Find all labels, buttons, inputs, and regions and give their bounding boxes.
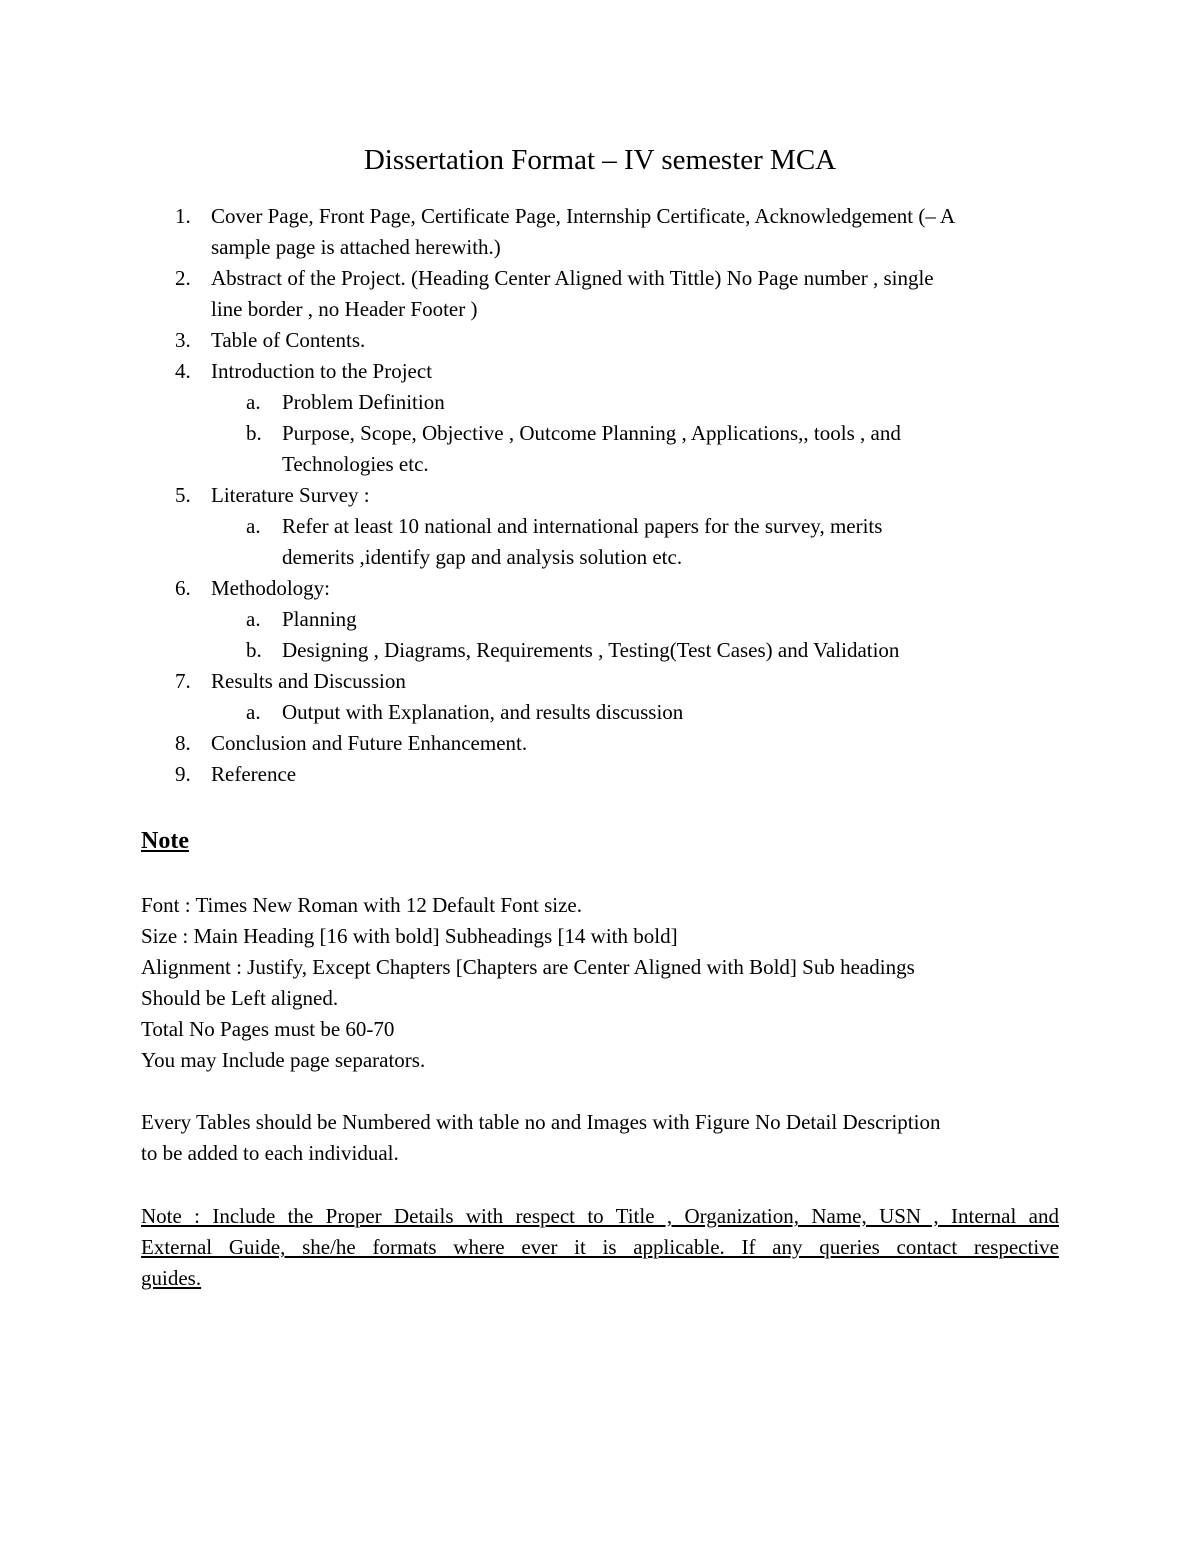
blank-line xyxy=(141,1076,1061,1107)
list-marker: 4. xyxy=(175,359,191,383)
sub-list-item-text: Output with Explanation, and results discussion xyxy=(282,700,684,724)
list-item xyxy=(0,325,1200,356)
list-item-text: Introduction to the Project xyxy=(211,359,433,383)
sub-list-item-text: demerits ,identify gap and analysis solution etc. xyxy=(282,545,683,569)
sub-list-item-text: Problem Definition xyxy=(282,390,445,414)
sub-list-item-text: Technologies etc. xyxy=(282,452,429,476)
sub-list-item-text: Planning xyxy=(282,607,357,631)
sub-list-item xyxy=(0,449,1200,480)
sub-list-marker: a. xyxy=(246,390,261,414)
sub-list-marker: b. xyxy=(246,421,262,445)
sub-list-item xyxy=(0,511,1200,542)
list-item-text: Reference xyxy=(211,762,297,786)
note-heading: Note xyxy=(141,828,189,854)
note-line: Total No Pages must be 60-70 xyxy=(141,1017,395,1041)
list-marker: 1. xyxy=(175,204,191,228)
list-item-text: Conclusion and Future Enhancement. xyxy=(211,731,528,755)
list-item xyxy=(0,263,1200,294)
sub-list-marker: b. xyxy=(246,638,262,662)
sub-list-item xyxy=(0,697,1200,728)
list-marker: 6. xyxy=(175,576,191,600)
list-item-text: sample page is attached herewith.) xyxy=(211,235,501,259)
sub-list-item-text: Purpose, Scope, Objective , Outcome Planning , Applications,, tools , and xyxy=(282,421,901,445)
sub-list-item xyxy=(0,387,1200,418)
list-item-text: Table of Contents. xyxy=(211,328,366,352)
list-marker: 3. xyxy=(175,328,191,352)
list-marker: 7. xyxy=(175,669,191,693)
list-item xyxy=(0,232,1200,263)
list-marker: 8. xyxy=(175,731,191,755)
sub-list-item-text: Designing , Diagrams, Requirements , Testing(Test Cases) and Validation xyxy=(282,638,900,662)
sub-list-item xyxy=(0,604,1200,635)
final-note xyxy=(141,1201,1059,1294)
list-item-text: Literature Survey : xyxy=(211,483,370,507)
note-line: Size : Main Heading [16 with bold] Subheadings [14 with bold] xyxy=(141,924,678,948)
document-title: Dissertation Format – IV semester MCA xyxy=(363,144,837,176)
sub-list-marker: a. xyxy=(246,514,261,538)
sub-list-marker: a. xyxy=(246,700,261,724)
note-line: Should be Left aligned. xyxy=(141,986,339,1010)
list-item-text: Methodology: xyxy=(211,576,330,600)
list-item xyxy=(0,294,1200,325)
notes-section xyxy=(141,890,1061,1169)
list-item xyxy=(0,728,1200,759)
list-item xyxy=(0,573,1200,604)
sub-list-marker: a. xyxy=(246,607,261,631)
list-item xyxy=(0,666,1200,697)
final-note-line: guides. xyxy=(141,1266,202,1290)
note-line: Alignment : Justify, Except Chapters [Chapters are Center Aligned with Bold] Sub headings xyxy=(141,955,915,979)
sub-list-item xyxy=(0,635,1200,666)
note-line: Every Tables should be Numbered with table no and Images with Figure No Detail Description xyxy=(141,1110,941,1134)
note-line: You may Include page separators. xyxy=(141,1048,426,1072)
list-marker: 5. xyxy=(175,483,191,507)
list-item-text: Results and Discussion xyxy=(211,669,406,693)
final-note-line: Note : Include the Proper Details with respect to Title , Organization, Name, USN , Internal and xyxy=(141,1204,1059,1228)
list-item xyxy=(0,356,1200,387)
sub-list-item xyxy=(0,542,1200,573)
list-item xyxy=(0,480,1200,511)
note-line: Font : Times New Roman with 12 Default Font size. xyxy=(141,893,582,917)
list-item-text: Abstract of the Project. (Heading Center Aligned with Tittle) No Page number , single xyxy=(211,266,934,290)
list-item xyxy=(0,201,1200,232)
note-line: to be added to each individual. xyxy=(141,1141,399,1165)
list-item-text: line border , no Header Footer ) xyxy=(211,297,478,321)
final-note-line: External Guide, she/he formats where ever it is applicable. If any queries contact respective xyxy=(141,1235,1059,1259)
list-marker: 9. xyxy=(175,762,191,786)
list-item xyxy=(0,759,1200,790)
sub-list-item xyxy=(0,418,1200,449)
format-list xyxy=(0,201,1200,790)
sub-list-item-text: Refer at least 10 national and international papers for the survey, merits xyxy=(282,514,883,538)
list-marker: 2. xyxy=(175,266,191,290)
list-item-text: Cover Page, Front Page, Certificate Page, Internship Certificate, Acknowledgement (– A xyxy=(211,204,956,228)
